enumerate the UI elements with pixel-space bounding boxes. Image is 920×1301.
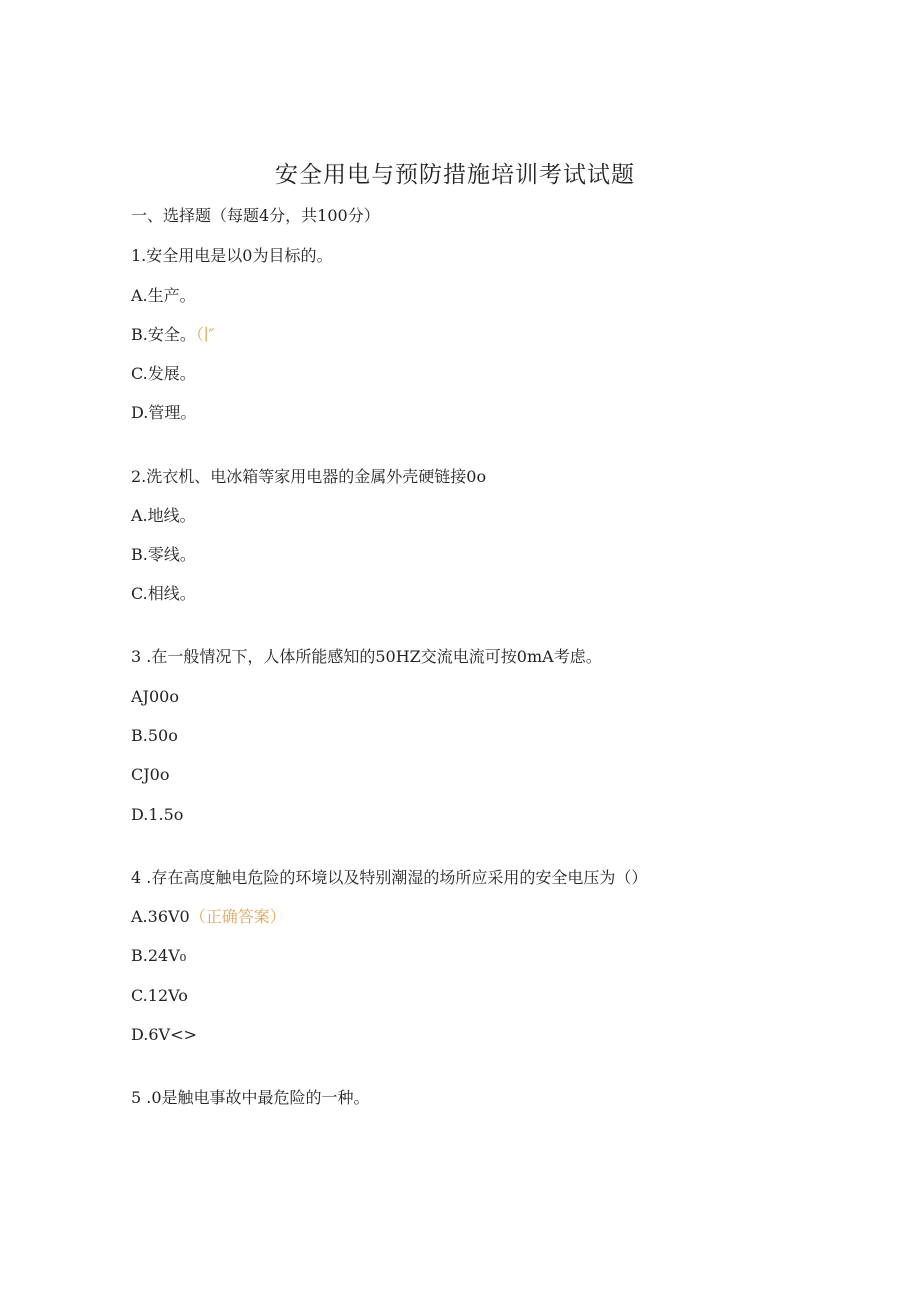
question-3-option-d: D.1.5o (131, 805, 184, 824)
question-3-option-a: AJ00o (131, 687, 179, 706)
question-4-option-c: C.12Vo (131, 986, 188, 1005)
question-1-stem: 1.安全用电是以0为目标的。 (131, 246, 333, 265)
question-1-option-d: D.管理。 (131, 403, 197, 422)
question-3-option-b: B.50o (131, 726, 178, 745)
correct-answer-mark: （∣″ (195, 325, 215, 344)
correct-answer-mark: （正确答案） (189, 907, 286, 926)
question-4-stem: 4 .存在高度触电危险的环境以及特别潮湿的场所应采用的安全电压为（） (131, 868, 648, 887)
question-4-option-a-text: A.36V0 (131, 907, 190, 926)
question-5-stem: 5 .0是触电事故中最危险的一种。 (131, 1088, 370, 1107)
question-4-option-a (131, 905, 286, 929)
question-2-stem: 2.洗衣机、电冰箱等家用电器的金属外壳硬链接0o (131, 467, 487, 486)
question-1-option-b-text: B.安全。 (131, 325, 196, 344)
section-heading: 一、选择题（每题4分，共100分） (131, 206, 380, 225)
question-4-option-b: B.24V₀ (131, 946, 187, 965)
page-title: 安全用电与预防措施培训考试试题 (275, 162, 635, 188)
question-2-option-b: B.零线。 (131, 545, 196, 564)
question-4-option-d: D.6V<> (131, 1025, 197, 1044)
question-1-option-c: C.发展。 (131, 364, 196, 383)
question-3-option-c: CJ0o (131, 765, 170, 784)
question-1-option-b (131, 323, 215, 347)
question-3-stem: 3 .在一般情况下，人体所能感知的50HZ交流电流可按0mA考虑。 (131, 647, 602, 666)
question-1-option-a: A.生产。 (131, 286, 196, 305)
question-2-option-a: A.地线。 (131, 506, 196, 525)
question-2-option-c: C.相线。 (131, 584, 196, 603)
